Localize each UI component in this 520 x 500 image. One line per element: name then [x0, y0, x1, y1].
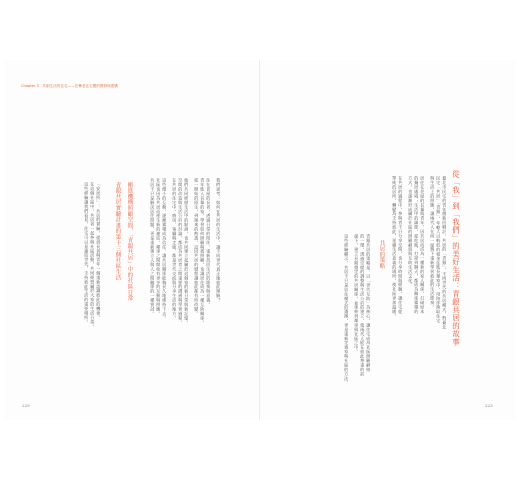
left-intro-line: 空間的改造與生活公約的討論，都成為共居者之間重要的溝通與學習過程。 [178, 178, 184, 325]
right-body-line: 臺北市民宅的青年創新回鄉計，共居的「青銀」，不同世代的共居模式，對臺北 [442, 176, 448, 330]
left-page [5, 60, 260, 420]
left-intro-line: 住在老屋的長者，透過日常的陪伴，重新找回生活的節奏與意義。 [206, 178, 212, 307]
left-subheading-2: 青銀共居實驗計畫的第十三個社區生活 [114, 182, 121, 281]
right-body-line: 方式，也逐漸形成屬於社區的照顧網絡與互助生活文化。 [408, 176, 414, 287]
left-closing-line: 這些經驗讓我們看見，住宅可以是連結世代、支持彼此生活的重要場所。 [84, 182, 90, 325]
left-intro-line: 我們思考：如何在共居的生活中，讓不同世代真正地彼此理解？ [216, 178, 222, 303]
left-intro-line: 共居不只是解決居住問題，更是重新建立人與人之間關係的一種嘗試。 [150, 178, 156, 316]
right-body-line: 的獨居處境；生活中的細節，從吃飯、打掃到聊天，都成為關係累積的 [414, 176, 420, 314]
right-section-line: 的一環，透過空間的調整與生活公約的建立，使兩代人能在彼此尊重的前 [360, 234, 366, 377]
chapter-heading: 從「我」到「我們」的美好生活：青銀共居的故事 [451, 170, 461, 346]
left-closing-line: 「安居所」：共居的實驗，提供長者與青年一個重新認識彼此的機會。 [96, 182, 102, 320]
right-page [260, 60, 515, 420]
left-subheading: 搬進機構照顧空間，「青銀共居」中的社區日常 [126, 182, 133, 302]
left-intro-line: 從一開始的陌生，到後來的熟悉，這段共居的歷程讓彼此都有所改變。 [194, 178, 200, 316]
left-intro-line: 他們共同經歷生活中的點滴，也共同建立起屬於這個家的新日常與新記憶。 [184, 178, 190, 325]
right-body-line: 在共居的過程中，參與者不只分享空間，也分享時間與經驗，讓住宅從 [398, 176, 404, 314]
right-body-line: 居住在老屋的長輩與青年，因共居而成為一種新的家人關係，打破原本 [420, 176, 426, 314]
right-body-line: 與生活上的照應，讓兩代人在同一屋簷下重新學習彼此的生活節奏。 [430, 176, 436, 310]
running-header: Chapter 3 共創生活的住宅——在參老住宅體的開發與建構 [21, 84, 118, 88]
right-body-line: 單純的居所，轉變為支持彼此、延續生活意義的場所，使社區更加溫暖。 [392, 176, 398, 319]
left-intro-line: 在共居的住宅中，廚房、客廳與走廊，都是世代交流與分享生活的地方。 [172, 178, 178, 321]
right-section-line: 提下，建立長期穩定的共居關係，並延伸到鄰里與社區之中。 [354, 234, 360, 354]
page-number-right: 223 [485, 403, 493, 408]
left-intro-line: 社區也因為共居而產生新的連結，鄰里之間開始有更多的互動與照應。 [156, 178, 162, 316]
right-body-line: 民宅「共居」「青銀」，年輕人以較低的租金住進長輩家中，用陪伴換取住宅 [436, 176, 442, 323]
book-gutter [259, 60, 260, 420]
left-intro-line: 這些微小的互動，逐漸累積成為信任，讓共居關係能夠長久地維持下去。 [162, 178, 168, 321]
right-section-line: 這些經驗顯示，共居不只是居住模式的選擇，更是重新定義家與社區的方法。 [344, 234, 350, 385]
right-section-line: 青銀共居的策略是：以「世代互助」為核心，讓住宅成為社區照顧網絡 [366, 234, 372, 372]
section-subheading: 共居的策略 [378, 240, 385, 269]
left-closing-line: 在這個社區中，共居者一起參與社區活動，共同經營屬於大家的生活日常。 [90, 182, 96, 329]
left-intro-line: 青年進入長輩的家，學習如何照顧與被照顧，也讓居住成為一種互助關係。 [200, 178, 206, 325]
page-number-left: 229 [22, 403, 30, 408]
